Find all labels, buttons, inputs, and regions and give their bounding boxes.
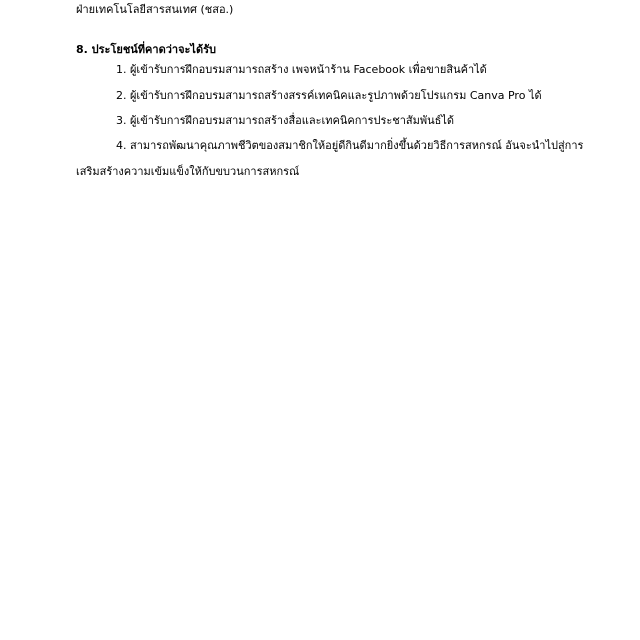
benefit-item-4-continuation: เสริมสร้างความเข้มแข็งให้กับขบวนการสหกรณ์ — [76, 165, 300, 178]
benefit-item-2: 2. ผู้เข้ารับการฝึกอบรมสามารถสร้างสรรค์เทคนิคและรูปภาพด้วยโปรแกรม Canva Pro ได้ — [116, 89, 542, 102]
previous-section-line: ฝ่ายเทคโนโลยีสารสนเทศ (ชสอ.) — [76, 3, 234, 16]
benefit-item-1: 1. ผู้เข้ารับการฝึกอบรมสามารถสร้าง เพจหน้าร้าน Facebook เพื่อขายสินค้าได้ — [116, 63, 487, 76]
section-heading: 8. ประโยชน์ที่คาดว่าจะได้รับ — [76, 43, 217, 56]
benefit-item-4: 4. สามารถพัฒนาคุณภาพชีวิตของสมาชิกให้อยู่ดีกินดีมากยิ่งขึ้นด้วยวิธีการสหกรณ์ อันจะนำไปสู่การ — [116, 139, 584, 152]
benefit-item-3: 3. ผู้เข้ารับการฝึกอบรมสามารถสร้างสื่อและเทคนิคการประชาสัมพันธ์ได้ — [116, 114, 455, 127]
